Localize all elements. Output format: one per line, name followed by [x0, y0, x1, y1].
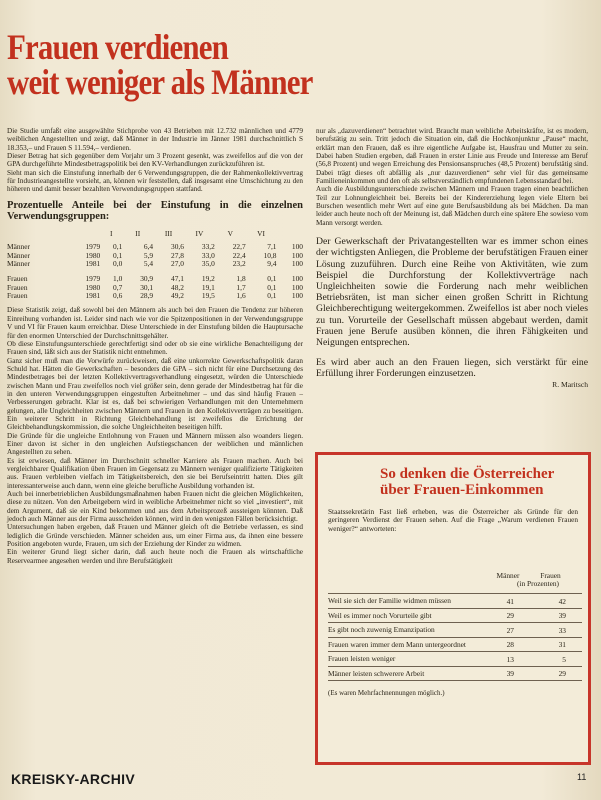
- unit-label: (in Prozenten): [516, 579, 560, 588]
- table-cell: 100: [291, 250, 303, 260]
- column-header: V: [227, 228, 233, 238]
- table-cell: 0,1: [267, 274, 277, 284]
- row-label: Männer: [7, 258, 30, 268]
- table-cell: 0,7: [113, 282, 123, 292]
- column-header-men: Männer: [496, 571, 520, 580]
- body-paragraph: Ob diese Einstufungsunterschiede gerechtfertigt sind oder ob sie eine wirkliche Benachteiligung der Frauen sind, läßt sich aus der Statistik nicht entnehmen.: [7, 339, 303, 357]
- table-row: [7, 292, 303, 300]
- box-intro: Staatssekretärin Fast ließ erheben, was die Österreicher als Gründe für den geringeren Verdienst der Frauen sehen. Auf die Frage „Warum verdienen Frauen weniger?“ antworteten:: [328, 507, 578, 533]
- table-cell: 0,1: [113, 250, 123, 260]
- highlight-paragraph: Der Gewerkschaft der Privatangestellten war es immer schon eines der wichtigsten Anliegen, die Probleme der berufstätigen Frauen einer Lösung zuzuführen. Durch eine Reihe von Aktivitäten, wie zum Beispiel die Durchforstung der Kollektivverträge nach Ungleichheiten sowie die Forderung nach mehr weiblichen Betriebsräten, ist man sicher einen großen Schritt in Richtung Gleichberechtigung weitergekommen. Zweifellos ist aber noch vieles zu tun. Vorurteile der Gesellschaft müssen abgebaut werden, damit Frauen jene Berufe ausüben können, die ihren Fähigkeiten und Neigungen entsprechen.: [316, 236, 588, 348]
- table-cell: 100: [291, 258, 303, 268]
- page-number: 11: [577, 772, 587, 782]
- row-year: 1981: [85, 291, 101, 301]
- table-cell: 30,6: [171, 242, 184, 252]
- table-cell: 1,8: [236, 274, 246, 284]
- row-year: 1981: [85, 258, 101, 268]
- survey-box: [315, 452, 591, 765]
- table-cell: 0,0: [113, 258, 123, 268]
- survey-row: [328, 622, 582, 637]
- survey-row: [328, 593, 582, 608]
- women-rows: [7, 275, 303, 300]
- survey-row: [328, 666, 582, 681]
- table-cell: 100: [291, 291, 303, 301]
- men-percent: 13: [506, 654, 514, 664]
- table-cell: 19,2: [201, 274, 215, 284]
- table-cell: 9,4: [267, 258, 277, 268]
- survey-answer: Weil es immer noch Vorurteile gibt: [328, 610, 432, 620]
- archive-label: KREISKY-ARCHIV: [11, 771, 135, 787]
- table-cell: 0,1: [267, 291, 277, 301]
- table-title: Prozentuelle Anteile bei der Einstufung in die einzelnen Verwendungsgruppen:: [7, 199, 303, 223]
- table-cell: 49,2: [171, 291, 184, 301]
- table-cell: 23,2: [232, 258, 246, 268]
- row-label: Frauen: [7, 291, 28, 301]
- box-title: So denken die Österreicher über Frauen-Einkommen: [380, 466, 555, 498]
- table-row: [7, 243, 303, 251]
- table-header-row: [7, 230, 303, 243]
- table-cell: 33,2: [201, 242, 215, 252]
- survey-answer: Männer leisten schwerere Arbeit: [328, 668, 425, 678]
- body-paragraph: Die Studie umfaßt eine ausgewählte Stichprobe von 43 Betrieben mit 12.732 männlichen und 4779 weiblichen Angestellten und zeigt, daß Männer in der Industrie im Jänner 1981 durchschnittlich S 18.353,– und Frauen S 11.594,– verdienen.: [7, 127, 303, 152]
- table-cell: 28,9: [140, 291, 154, 301]
- column-header: I: [110, 228, 113, 238]
- body-paragraph: Untersuchungen haben ergeben, daß Frauen und Männer gleich oft die Betriebe verlassen, es sind lediglich die Gründe verschieden. Männer scheiden aus, um einer Firma aus, da ihnen eine bessere Position angeboten wurde, Frauen, um sich der Erziehung der Kinder zu widmen.: [7, 523, 303, 549]
- table-cell: 1,6: [236, 291, 246, 301]
- table-cell: 22,7: [232, 242, 246, 252]
- column-header: II: [135, 228, 141, 238]
- table-cell: 100: [291, 282, 303, 292]
- survey-answer: Es gibt noch zuwenig Emanzipation: [328, 625, 435, 634]
- women-percent: 31: [558, 640, 566, 649]
- table-cell: 30,9: [140, 274, 154, 284]
- table-cell: 5,9: [143, 250, 154, 260]
- table-cell: 100: [291, 274, 303, 284]
- table-cell: 10,8: [263, 250, 277, 260]
- table-row: [7, 260, 303, 268]
- table-cell: 0,1: [267, 282, 277, 292]
- table-cell: 47,1: [171, 274, 184, 284]
- table-cell: 33,0: [201, 250, 215, 260]
- classification-table: [7, 230, 303, 301]
- author-signature: R. Maritsch: [552, 379, 588, 389]
- column-header: III: [164, 228, 173, 238]
- men-percent: 28: [506, 640, 514, 649]
- table-cell: 19,1: [201, 282, 215, 292]
- table-row: [7, 252, 303, 260]
- men-percent: 29: [506, 611, 514, 620]
- survey-footnote: (Es waren Mehrfachnennungen möglich.): [328, 680, 582, 697]
- table-cell: 1,0: [113, 274, 123, 284]
- body-paragraph: Sieht man sich die Einstufung innerhalb der 6 Verwendungsgruppen, die der Rahmenkollektivvertrag für Industrieangestellte vorsieht, an, können wir feststellen, daß insgesamt eine Umschichtung zu den höheren und damit besser bezahlten Verwendungsgruppen stattfand.: [7, 168, 303, 194]
- table-cell: 22,4: [232, 250, 246, 260]
- table-row: [7, 284, 303, 292]
- column-header: IV: [195, 228, 204, 238]
- women-percent: 5: [562, 654, 566, 664]
- table-cell: 30,1: [140, 282, 154, 292]
- survey-table: [328, 571, 582, 697]
- table-cell: 27,0: [171, 258, 184, 268]
- survey-table-header: [328, 571, 582, 593]
- body-paragraph: Diese Statistik zeigt, daß sowohl bei den Männern als auch bei den Frauen die Tendenz zur höheren Einreihung vorhanden ist. Leider sind nach wie vor die Spitzenpositionen in der Verwendungsgruppe V und VI für Frauen kaum erreichbar. Diese Unterschiede in der Einstufung bilden die Hauptursache für den enormen Unterschied der Durchschnittsgehälter.: [7, 306, 303, 340]
- survey-row: [328, 637, 582, 652]
- row-year: 1980: [85, 282, 101, 292]
- survey-answer: Weil sie sich der Familie widmen müssen: [328, 596, 451, 605]
- women-percent: 33: [558, 625, 566, 635]
- survey-row: [328, 651, 582, 666]
- body-paragraph: Dieser Betrag hat sich gegenüber dem Vorjahr um 3 Prozent gesenkt, was zweifellos auf die von der GPA durchgeführte Mindestbetragspolitik bei den KV-Verhandlungen zurückzuführen ist.: [7, 152, 303, 169]
- column-header: VI: [257, 228, 265, 238]
- column-header-women: Frauen: [540, 571, 561, 580]
- women-percent: 39: [558, 611, 566, 620]
- survey-answer: Frauen waren immer dem Mann untergeordnet: [328, 639, 466, 649]
- men-rows: [7, 243, 303, 268]
- body-paragraph: Es ist erwiesen, daß Männer im Durchschnitt schneller Karriere als Frauen machen. Auch bei vergleichbarer Qualifikation üben Frauen im Gegensatz zu Männern weniger qualifizierte Tätigkeiten aus. Frauen verbleiben vielfach im Tätigkeitsbereich, den sie bei Berufseintritt hatten. Dies gilt interessanterweise auch dann, wenn eine gleiche berufliche Ausbildung vorhanden ist.: [7, 456, 303, 490]
- row-label: Frauen: [7, 282, 28, 292]
- headline-line: weit weniger als Männer: [7, 62, 313, 102]
- right-column: [316, 127, 588, 389]
- table-cell: 100: [291, 242, 303, 252]
- body-paragraph: Auch bei innerbetrieblichen Ausbildungsmaßnahmen haben Frauen nicht die gleichen Möglichkeiten, diese zu nützen. Von den Arbeitgebern wird in weibliche Arbeitnehmer nicht so viel „investiert“, mit dem Argument, daß sie ein Kind bekommen und aus dem Arbeitsprozeß aussteigen könnten. Daß jedoch auch Männer aus der Firma ausscheiden können, wird in den wenigsten Fällen berücksichtigt.: [7, 490, 303, 524]
- men-percent: 39: [506, 669, 514, 678]
- survey-rows: [328, 593, 582, 680]
- table-cell: 1,7: [236, 282, 246, 292]
- row-year: 1979: [85, 242, 101, 252]
- left-column: [7, 127, 303, 565]
- table-cell: 6,4: [143, 242, 154, 252]
- table-cell: 5,4: [143, 258, 154, 268]
- body-paragraph: Ganz sicher muß man die Vorwürfe zurückweisen, daß eine unkorrekte Gewerkschaftspolitik daran Schuld hat. Hätten die Gewerkschaften – besonders die GPA – sich nicht für eine Durchsetzung des Mindestbetrages bei der letzten Kollektivvertragsverhandlung eingesetzt, würden die Unterschiede zwischen Mann und Frau zweifellos noch viel größer sein, denn gerade der Mindestbetrag hat für die in den unteren Verwendungsgruppen eingestuften Arbeitnehmer – und das sind häufig Frauen – Verbesserungen gebracht. Klar ist es, daß bei schwierigen Verhandlungen mit den Unternehmern gelungen, alle Ungleichheiten zwischen Männern und Frauen in den Kollektivverträgen zu beseitigen. Ein weiterer Schritt in Richtung Gleichbehandlung ist zweifellos die Errichtung der Gleichbehandlungskommission, die solche Ungleichheiten beseitigen hilft.: [7, 356, 303, 432]
- table-cell: 35,0: [201, 258, 215, 268]
- men-percent: 41: [506, 596, 514, 606]
- table-row: [7, 275, 303, 283]
- row-label: Frauen: [7, 274, 28, 284]
- survey-row: [328, 608, 582, 623]
- survey-answer: Frauen leisten weniger: [328, 654, 396, 663]
- table-cell: 7,1: [267, 242, 277, 252]
- row-label: Männer: [7, 242, 30, 252]
- body-paragraph: Ein weiterer Grund liegt sicher darin, daß auch heute noch die Frauen als wirtschaftliche Reservearmee angesehen werden und ihre Berufstätigkeit: [7, 548, 303, 565]
- row-label: Männer: [7, 250, 30, 260]
- headline-line: Frauen verdienen: [7, 27, 229, 67]
- row-year: 1979: [85, 274, 101, 284]
- body-paragraph: nur als „dazuverdienen“ betrachtet wird. Braucht man weibliche Arbeitskräfte, ist es modern, berufstätig zu sein. Tritt jedoch die Situation ein, daß die Hochkonjunktur „Pause“ macht, erklärt man den Frauen, daß es ihre eigentliche Aufgabe ist, Hausfrau und Mutter zu sein. Dabei haben Studien ergeben, daß Frauen in erster Linie aus Freude und Interesse am Beruf (56,8 Prozent) und wegen Erreichung des Pensionsanspruches (48,5 Prozent) berufstätig sind. Dabei trägt dieses oft abfällig als „nur dazuverdienen“ sehr viel für das gemeinsame Familieneinkommen und den oft als selbstverständlich empfundenen Lebensstandard bei.: [316, 127, 588, 186]
- highlight-paragraph: Es wird aber auch an den Frauen liegen, sich verstärkt für eine Erfüllung ihrer Forderungen einzusetzen.: [316, 357, 588, 380]
- table-cell: 48,2: [171, 282, 184, 292]
- table-cell: 0,1: [113, 242, 123, 252]
- body-paragraph: Die Gründe für die ungleiche Entlohnung von Frauen und Männern müssen also woanders liegen. Einer davon ist sicher in den ungleichen Aufstiegschancen der weiblichen und männlichen Angestellten zu sehen.: [7, 431, 303, 457]
- table-cell: 0,6: [113, 291, 123, 301]
- women-percent: 42: [558, 596, 566, 606]
- table-cell: 19,5: [201, 291, 215, 301]
- row-year: 1980: [85, 250, 101, 260]
- men-percent: 27: [506, 625, 514, 635]
- table-cell: 27,8: [171, 250, 184, 260]
- women-percent: 29: [558, 669, 566, 678]
- body-paragraph: Auch die Ausbildungsunterschiede zwischen Männern und Frauen tragen einen beachtlichen Teil zur Lohnungleichheit bei. Bereits bei der Kindererziehung legen viele Eltern bei Burschen wesentlich mehr Wert auf eine gute Berufsausbildung als bei Mädchen. Da man leider auch heute noch oft der Meinung ist, daß Mädchen durch eine spätere Ehe sowieso vom Mann versorgt werden.: [316, 185, 588, 227]
- page-headline: [7, 27, 368, 102]
